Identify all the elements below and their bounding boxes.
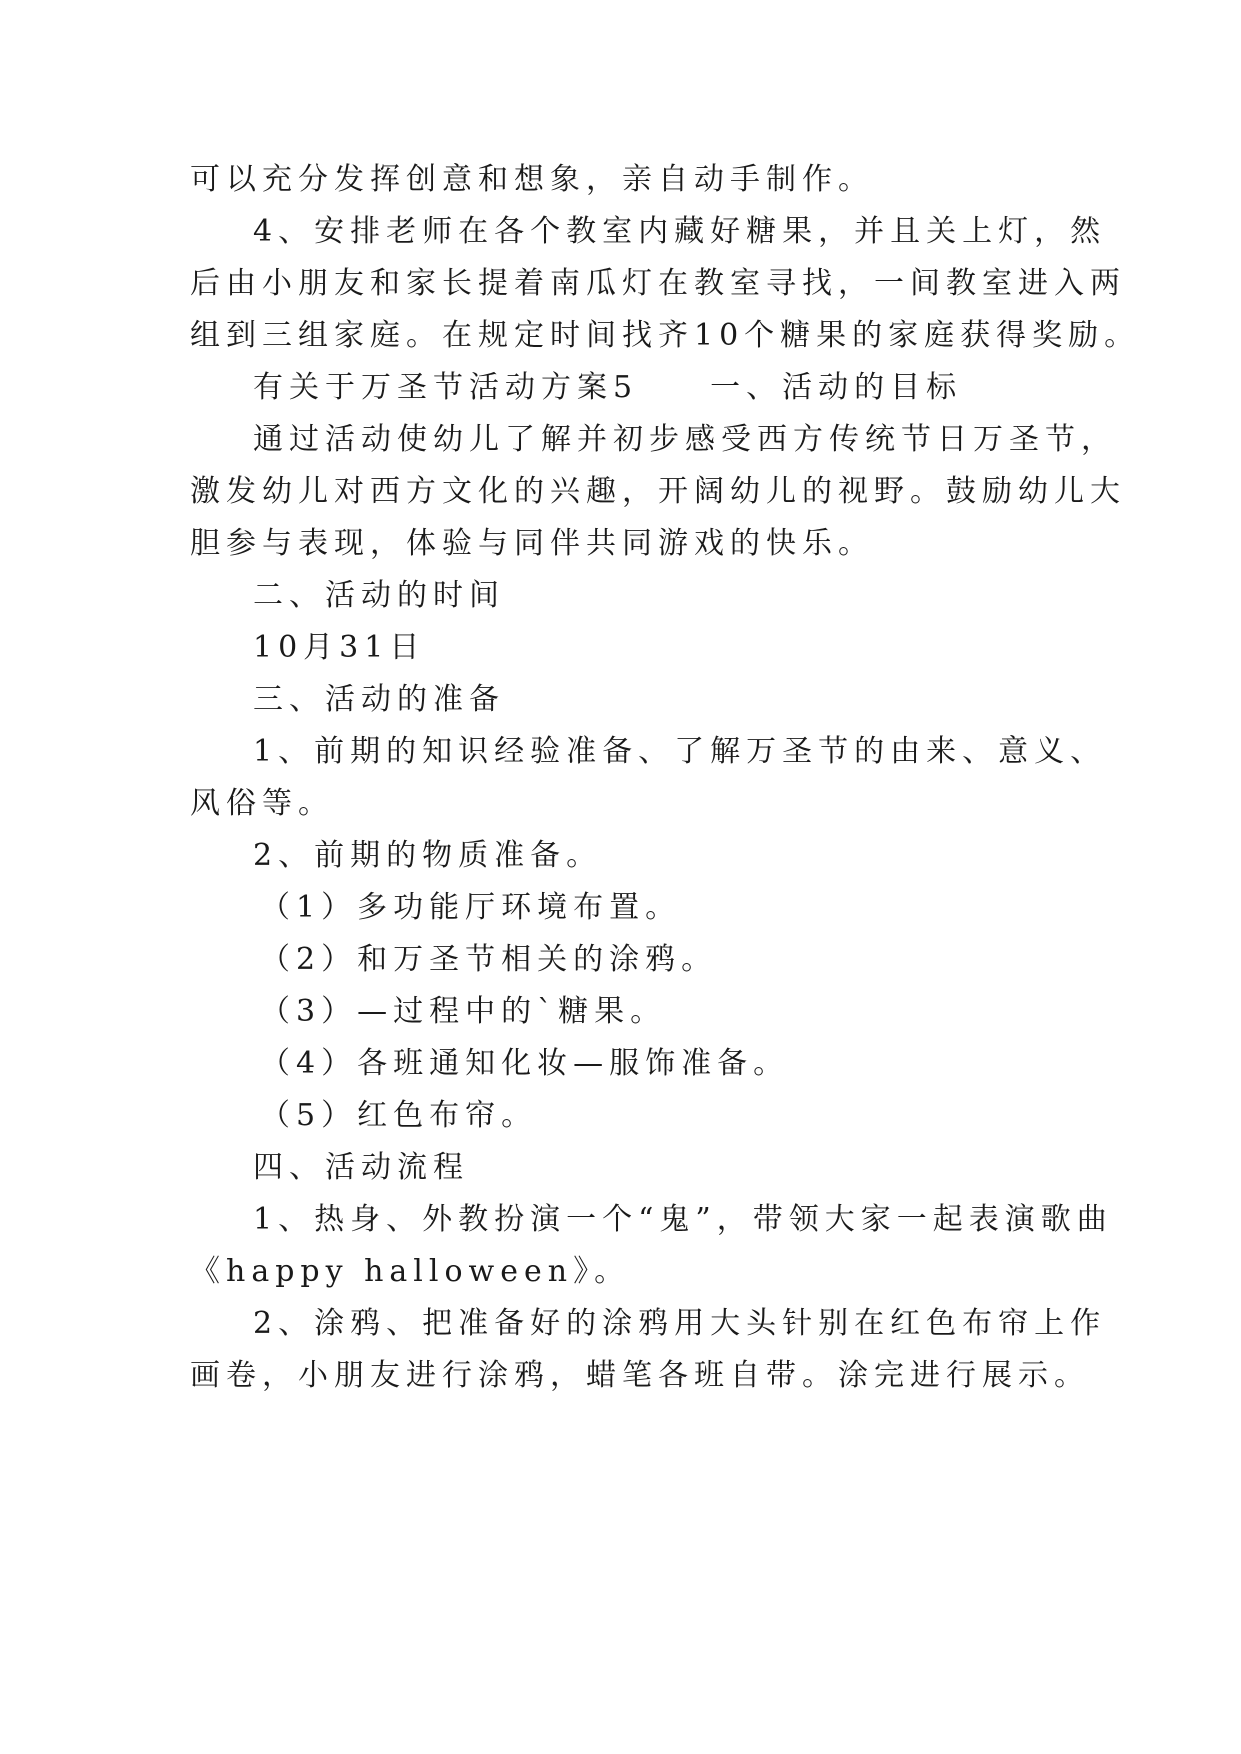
section-heading: 有关于万圣节活动方案5 一、活动的目标 [253, 370, 963, 405]
paragraph-line: 10月31日 [253, 630, 426, 665]
list-item: （5）红色布帘。 [260, 1098, 538, 1133]
section-heading: 二、活动的时间 [253, 578, 505, 613]
paragraph-line: 可以充分发挥创意和想象，亲自动手制作。 [190, 162, 874, 197]
section-heading: 三、活动的准备 [253, 682, 505, 717]
paragraph-line: 1、前期的知识经验准备、了解万圣节的由来、意义、 [253, 734, 1107, 769]
paragraph-line: 2、涂鸦、把准备好的涂鸦用大头针别在红色布帘上作 [253, 1306, 1107, 1341]
list-item: （4）各班通知化妆—服饰准备。 [260, 1046, 790, 1081]
paragraph-line: 1、热身、外教扮演一个“鬼”，带领大家一起表演歌曲 [253, 1202, 1113, 1237]
paragraph-line: 胆参与表现，体验与同伴共同游戏的快乐。 [190, 526, 874, 561]
paragraph-line: 2、前期的物质准备。 [253, 838, 603, 873]
paragraph-line: 组到三组家庭。在规定时间找齐10个糖果的家庭获得奖励。 [190, 318, 1141, 353]
paragraph-line: 画卷，小朋友进行涂鸦，蜡笔各班自带。涂完进行展示。 [190, 1358, 1090, 1393]
paragraph-line: 激发幼儿对西方文化的兴趣，开阔幼儿的视野。鼓励幼儿大 [190, 474, 1126, 509]
paragraph-line: 风俗等。 [190, 786, 334, 821]
list-item: （2）和万圣节相关的涂鸦。 [260, 942, 718, 977]
list-item: （3）—过程中的`糖果。 [260, 994, 667, 1029]
paragraph-line: 通过活动使幼儿了解并初步感受西方传统节日万圣节， [253, 422, 1117, 457]
paragraph-line: 后由小朋友和家长提着南瓜灯在教室寻找，一间教室进入两 [190, 266, 1126, 301]
paragraph-line: 《happy halloween》。 [190, 1254, 631, 1289]
paragraph-line: 4、安排老师在各个教室内藏好糖果，并且关上灯，然 [253, 214, 1107, 249]
section-heading: 四、活动流程 [253, 1150, 469, 1185]
list-item: （1）多功能厅环境布置。 [260, 890, 682, 925]
